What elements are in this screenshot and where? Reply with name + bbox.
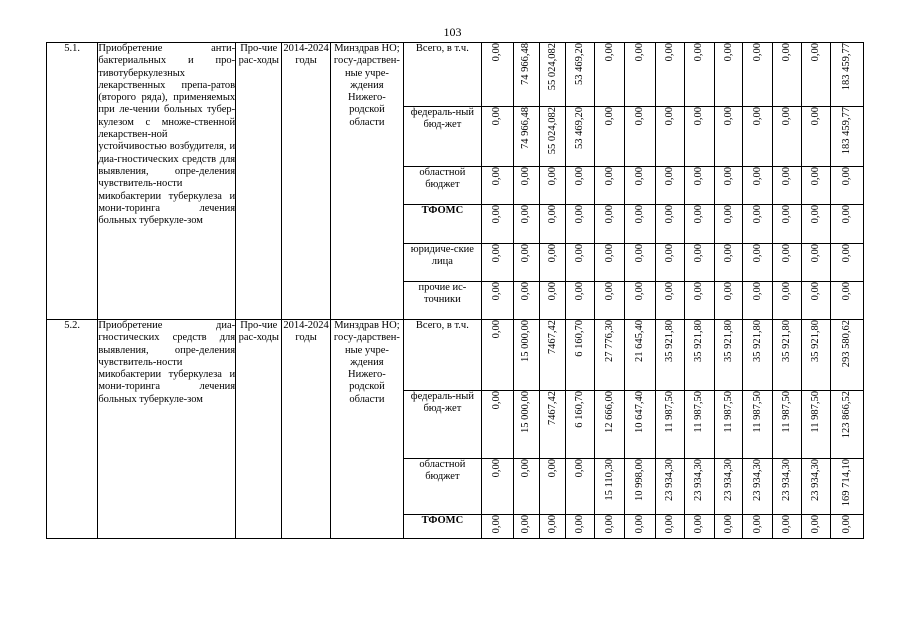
amount-value: 23 934,30: [693, 459, 705, 501]
amount-value: 0,00: [574, 205, 586, 224]
amount-cell: [539, 320, 565, 391]
amount-cell: [513, 167, 539, 205]
amount-value: 0,00: [634, 43, 646, 62]
amount-cell: [773, 244, 802, 282]
amount-value: 123 866,52: [840, 391, 852, 439]
amount-cell: [566, 282, 595, 320]
amount-value: 35 921,80: [663, 320, 675, 362]
amount-value: 0,00: [693, 167, 705, 186]
amount-cell: [743, 107, 773, 167]
amount-value: 0,00: [781, 167, 793, 186]
amount-value: 11 987,50: [722, 391, 734, 433]
amount-value: 0,00: [546, 167, 558, 186]
amount-cell: [481, 320, 513, 391]
amount-value: 0,00: [810, 107, 822, 126]
amount-value: 0,00: [781, 205, 793, 224]
funding-source-label: Всего, в т.ч.: [404, 320, 481, 391]
amount-cell: [566, 43, 595, 107]
amount-value: 15 110,30: [603, 459, 615, 501]
amount-cell: [830, 459, 863, 515]
amount-cell: [714, 391, 742, 459]
funding-source-label: ТФОМС: [404, 515, 481, 539]
amount-value: 0,00: [520, 459, 532, 478]
amount-value: 0,00: [603, 205, 615, 224]
amount-cell: [714, 282, 742, 320]
amount-cell: [743, 282, 773, 320]
amount-value: 0,00: [491, 205, 503, 224]
amount-value: 27 776,30: [603, 320, 615, 362]
funding-source-label: областной бюджет: [404, 459, 481, 515]
amount-cell: [566, 391, 595, 459]
amount-value: 0,00: [603, 43, 615, 62]
amount-value: 0,00: [751, 205, 763, 224]
amount-value: 0,00: [722, 43, 734, 62]
amount-value: 0,00: [520, 282, 532, 301]
amount-cell: [566, 515, 595, 539]
amount-value: 0,00: [722, 205, 734, 224]
amount-value: 0,00: [663, 515, 675, 534]
amount-cell: [830, 167, 863, 205]
amount-cell: [481, 167, 513, 205]
amount-value: 6 160,70: [574, 391, 586, 428]
amount-value: 11 987,50: [751, 391, 763, 433]
amount-cell: [625, 107, 655, 167]
amount-value: 0,00: [634, 515, 646, 534]
amount-cell: [595, 43, 625, 107]
amount-cell: [625, 167, 655, 205]
amount-value: 0,00: [693, 205, 705, 224]
amount-cell: [513, 205, 539, 244]
amount-value: 0,00: [491, 515, 503, 534]
amount-value: 55 024,082: [546, 107, 558, 155]
amount-cell: [566, 320, 595, 391]
funding-source-label: областной бюджет: [404, 167, 481, 205]
amount-cell: [830, 282, 863, 320]
amount-cell: [513, 107, 539, 167]
amount-cell: [625, 515, 655, 539]
amount-value: 0,00: [781, 107, 793, 126]
item-executor: Минздрав НО; госу-дарствен-ные учре-ждения Нижего-родской области: [330, 320, 403, 539]
amount-cell: [684, 107, 714, 167]
amount-cell: [655, 107, 684, 167]
amount-cell: [714, 205, 742, 244]
item-executor: Минздрав НО; госу-дарствен-ные учре-ждения Нижего-родской области: [330, 43, 403, 320]
funding-source-label: Всего, в т.ч.: [404, 43, 481, 107]
amount-cell: [625, 43, 655, 107]
amount-cell: [743, 391, 773, 459]
amount-cell: [481, 107, 513, 167]
amount-cell: [802, 459, 830, 515]
item-description: Приобретение диа-гностических средств для выявления, опре-деления чувствитель-ности микобактерии туберкулеза и мони-торинга лечения больных туберкуле-зом: [98, 320, 236, 539]
amount-cell: [655, 515, 684, 539]
amount-value: 35 921,80: [751, 320, 763, 362]
amount-value: 0,00: [546, 515, 558, 534]
amount-value: 0,00: [574, 459, 586, 478]
amount-value: 0,00: [634, 167, 646, 186]
amount-value: 53 469,20: [574, 107, 586, 149]
amount-value: 74 966,48: [520, 43, 532, 85]
amount-value: 0,00: [520, 244, 532, 263]
amount-value: 0,00: [781, 43, 793, 62]
item-years: 2014-2024 годы: [282, 43, 330, 320]
amount-cell: [714, 43, 742, 107]
amount-value: 0,00: [491, 107, 503, 126]
amount-cell: [743, 320, 773, 391]
amount-value: 0,00: [722, 282, 734, 301]
amount-cell: [513, 282, 539, 320]
amount-value: 0,00: [520, 205, 532, 224]
amount-value: 0,00: [603, 244, 615, 263]
amount-value: 0,00: [491, 244, 503, 263]
amount-value: 23 934,30: [722, 459, 734, 501]
amount-cell: [513, 43, 539, 107]
amount-cell: [802, 320, 830, 391]
amount-cell: [625, 320, 655, 391]
amount-cell: [566, 205, 595, 244]
amount-value: 0,00: [781, 244, 793, 263]
amount-value: 0,00: [663, 282, 675, 301]
amount-value: 0,00: [751, 515, 763, 534]
amount-value: 0,00: [491, 167, 503, 186]
amount-value: 35 921,80: [781, 320, 793, 362]
amount-cell: [830, 205, 863, 244]
amount-value: 0,00: [840, 282, 852, 301]
amount-value: 0,00: [840, 205, 852, 224]
amount-value: 0,00: [574, 167, 586, 186]
funding-source-label: ТФОМС: [404, 205, 481, 244]
amount-cell: [773, 282, 802, 320]
amount-value: 0,00: [693, 515, 705, 534]
item-number: 5.2.: [47, 320, 98, 539]
amount-value: 0,00: [520, 515, 532, 534]
amount-cell: [684, 43, 714, 107]
amount-value: 0,00: [491, 43, 503, 62]
amount-cell: [773, 320, 802, 391]
funding-source-label: юридиче-ские лица: [404, 244, 481, 282]
amount-cell: [625, 459, 655, 515]
amount-cell: [684, 282, 714, 320]
amount-cell: [625, 205, 655, 244]
amount-cell: [743, 244, 773, 282]
amount-cell: [481, 515, 513, 539]
amount-cell: [655, 43, 684, 107]
amount-cell: [773, 167, 802, 205]
amount-cell: [539, 167, 565, 205]
amount-value: 0,00: [810, 515, 822, 534]
amount-cell: [773, 205, 802, 244]
amount-value: 0,00: [781, 282, 793, 301]
amount-value: 0,00: [810, 244, 822, 263]
amount-value: 11 987,50: [810, 391, 822, 433]
amount-value: 0,00: [722, 244, 734, 263]
amount-value: 0,00: [693, 244, 705, 263]
amount-cell: [830, 43, 863, 107]
amount-cell: [743, 205, 773, 244]
amount-cell: [566, 167, 595, 205]
amount-cell: [481, 205, 513, 244]
amount-cell: [684, 167, 714, 205]
amount-value: 0,00: [574, 244, 586, 263]
amount-cell: [773, 459, 802, 515]
amount-value: 0,00: [603, 282, 615, 301]
amount-cell: [773, 391, 802, 459]
amount-cell: [830, 391, 863, 459]
amount-cell: [595, 167, 625, 205]
amount-value: 23 934,30: [781, 459, 793, 501]
amount-cell: [802, 282, 830, 320]
amount-cell: [743, 515, 773, 539]
amount-value: 0,00: [546, 205, 558, 224]
item-years: 2014-2024 годы: [282, 320, 330, 539]
amount-cell: [625, 391, 655, 459]
amount-value: 11 987,50: [663, 391, 675, 433]
amount-value: 0,00: [751, 107, 763, 126]
amount-cell: [714, 107, 742, 167]
amount-cell: [714, 244, 742, 282]
amount-value: 55 024,082: [546, 43, 558, 91]
amount-value: 0,00: [634, 282, 646, 301]
amount-cell: [802, 43, 830, 107]
amount-value: 0,00: [491, 282, 503, 301]
amount-value: 0,00: [574, 282, 586, 301]
amount-cell: [481, 459, 513, 515]
amount-cell: [684, 205, 714, 244]
amount-cell: [539, 107, 565, 167]
amount-cell: [714, 320, 742, 391]
amount-value: 10 998,00: [634, 459, 646, 501]
amount-value: 0,00: [546, 459, 558, 478]
amount-cell: [539, 459, 565, 515]
amount-cell: [743, 43, 773, 107]
amount-value: 0,00: [751, 43, 763, 62]
amount-value: 0,00: [663, 244, 675, 263]
amount-cell: [830, 515, 863, 539]
amount-value: 0,00: [574, 515, 586, 534]
amount-value: 21 645,40: [634, 320, 646, 362]
amount-cell: [539, 391, 565, 459]
amount-cell: [595, 515, 625, 539]
amount-value: 0,00: [693, 282, 705, 301]
amount-value: 0,00: [722, 107, 734, 126]
amount-value: 35 921,80: [693, 320, 705, 362]
amount-value: 0,00: [693, 107, 705, 126]
item-number: 5.1.: [47, 43, 98, 320]
amount-value: 0,00: [840, 244, 852, 263]
amount-value: 11 987,50: [781, 391, 793, 433]
amount-cell: [684, 459, 714, 515]
amount-value: 7467,42: [546, 320, 558, 355]
amount-value: 0,00: [810, 205, 822, 224]
amount-value: 0,00: [663, 107, 675, 126]
amount-cell: [566, 107, 595, 167]
amount-cell: [743, 167, 773, 205]
amount-value: 12 666,00: [603, 391, 615, 433]
amount-value: 183 459,77: [840, 107, 852, 155]
amount-value: 0,00: [751, 167, 763, 186]
amount-cell: [539, 282, 565, 320]
amount-cell: [655, 320, 684, 391]
amount-cell: [513, 459, 539, 515]
amount-value: 0,00: [722, 167, 734, 186]
table-row: [47, 320, 864, 391]
page-number: 103: [443, 25, 462, 39]
amount-cell: [773, 515, 802, 539]
amount-cell: [625, 282, 655, 320]
amount-cell: [802, 244, 830, 282]
amount-value: 23 934,30: [751, 459, 763, 501]
amount-value: 0,00: [693, 43, 705, 62]
amount-value: 293 580,62: [840, 320, 852, 368]
amount-value: 0,00: [491, 320, 503, 339]
amount-cell: [802, 205, 830, 244]
amount-value: 0,00: [663, 43, 675, 62]
amount-cell: [714, 515, 742, 539]
amount-value: 0,00: [546, 282, 558, 301]
amount-cell: [714, 167, 742, 205]
amount-cell: [539, 43, 565, 107]
amount-cell: [513, 244, 539, 282]
amount-cell: [655, 282, 684, 320]
amount-cell: [595, 282, 625, 320]
amount-value: 0,00: [722, 515, 734, 534]
amount-cell: [655, 391, 684, 459]
amount-value: 35 921,80: [722, 320, 734, 362]
amount-cell: [802, 515, 830, 539]
amount-cell: [539, 244, 565, 282]
amount-value: 23 934,30: [663, 459, 675, 501]
amount-value: 0,00: [810, 167, 822, 186]
amount-value: 0,00: [840, 515, 852, 534]
amount-cell: [481, 391, 513, 459]
amount-cell: [830, 107, 863, 167]
amount-cell: [655, 459, 684, 515]
amount-value: 0,00: [663, 205, 675, 224]
expense-type: Про-чие рас-ходы: [236, 320, 282, 539]
funding-source-label: федераль-ный бюд-жет: [404, 107, 481, 167]
amount-cell: [830, 244, 863, 282]
amount-value: 53 469,20: [574, 43, 586, 85]
expense-type: Про-чие рас-ходы: [236, 43, 282, 320]
amount-cell: [595, 320, 625, 391]
amount-cell: [684, 391, 714, 459]
amount-cell: [595, 244, 625, 282]
amount-value: 35 921,80: [810, 320, 822, 362]
amount-value: 0,00: [603, 515, 615, 534]
amount-cell: [830, 320, 863, 391]
table-row: [47, 43, 864, 107]
amount-value: 15 000,00: [520, 391, 532, 433]
amount-value: 11 987,50: [693, 391, 705, 433]
amount-cell: [513, 391, 539, 459]
budget-table: [46, 42, 864, 539]
amount-cell: [539, 205, 565, 244]
amount-cell: [684, 320, 714, 391]
amount-value: 0,00: [810, 282, 822, 301]
amount-value: 169 714,10: [840, 459, 852, 507]
amount-value: 74 966,48: [520, 107, 532, 149]
amount-cell: [595, 459, 625, 515]
amount-value: 6 160,70: [574, 320, 586, 357]
amount-cell: [684, 244, 714, 282]
amount-value: 0,00: [546, 244, 558, 263]
amount-cell: [655, 167, 684, 205]
amount-cell: [684, 515, 714, 539]
amount-value: 0,00: [840, 167, 852, 186]
amount-value: 0,00: [634, 244, 646, 263]
amount-cell: [802, 391, 830, 459]
amount-cell: [595, 391, 625, 459]
amount-value: 7467,42: [546, 391, 558, 426]
amount-value: 0,00: [751, 282, 763, 301]
amount-cell: [802, 167, 830, 205]
amount-cell: [773, 43, 802, 107]
amount-value: 0,00: [634, 205, 646, 224]
amount-cell: [773, 107, 802, 167]
amount-value: 0,00: [810, 43, 822, 62]
amount-cell: [595, 107, 625, 167]
amount-value: 0,00: [634, 107, 646, 126]
amount-cell: [481, 282, 513, 320]
amount-value: 0,00: [520, 167, 532, 186]
amount-cell: [481, 244, 513, 282]
amount-cell: [714, 459, 742, 515]
amount-value: 0,00: [781, 515, 793, 534]
amount-value: 0,00: [491, 459, 503, 478]
funding-source-label: прочие ис-точники: [404, 282, 481, 320]
amount-cell: [655, 205, 684, 244]
amount-cell: [513, 515, 539, 539]
amount-value: 0,00: [603, 107, 615, 126]
amount-cell: [595, 205, 625, 244]
amount-value: 23 934,30: [810, 459, 822, 501]
amount-cell: [802, 107, 830, 167]
amount-value: 15 000,00: [520, 320, 532, 362]
funding-source-label: федераль-ный бюд-жет: [404, 391, 481, 459]
amount-value: 0,00: [751, 244, 763, 263]
amount-value: 10 647,40: [634, 391, 646, 433]
amount-value: 0,00: [603, 167, 615, 186]
amount-cell: [625, 244, 655, 282]
amount-cell: [481, 43, 513, 107]
amount-value: 183 459,77: [840, 43, 852, 91]
amount-cell: [513, 320, 539, 391]
item-description: Приобретение анти-бактериальных и про-тивотуберкулезных лекарственных препа-ратов (второго ряда), применяемых при ле-чении больных тубер-кулезом с множе-ственной лекарствен-ной устойчивостью возбудителя, и диа-гностических средств для выявления, опре-деления чувствитель-ности микобактерии туберкулеза и мони-торинга лечения больных туберкуле-зом: [98, 43, 236, 320]
amount-cell: [566, 459, 595, 515]
amount-cell: [566, 244, 595, 282]
amount-value: 0,00: [663, 167, 675, 186]
amount-cell: [743, 459, 773, 515]
amount-cell: [539, 515, 565, 539]
amount-value: 0,00: [491, 391, 503, 410]
amount-cell: [655, 244, 684, 282]
